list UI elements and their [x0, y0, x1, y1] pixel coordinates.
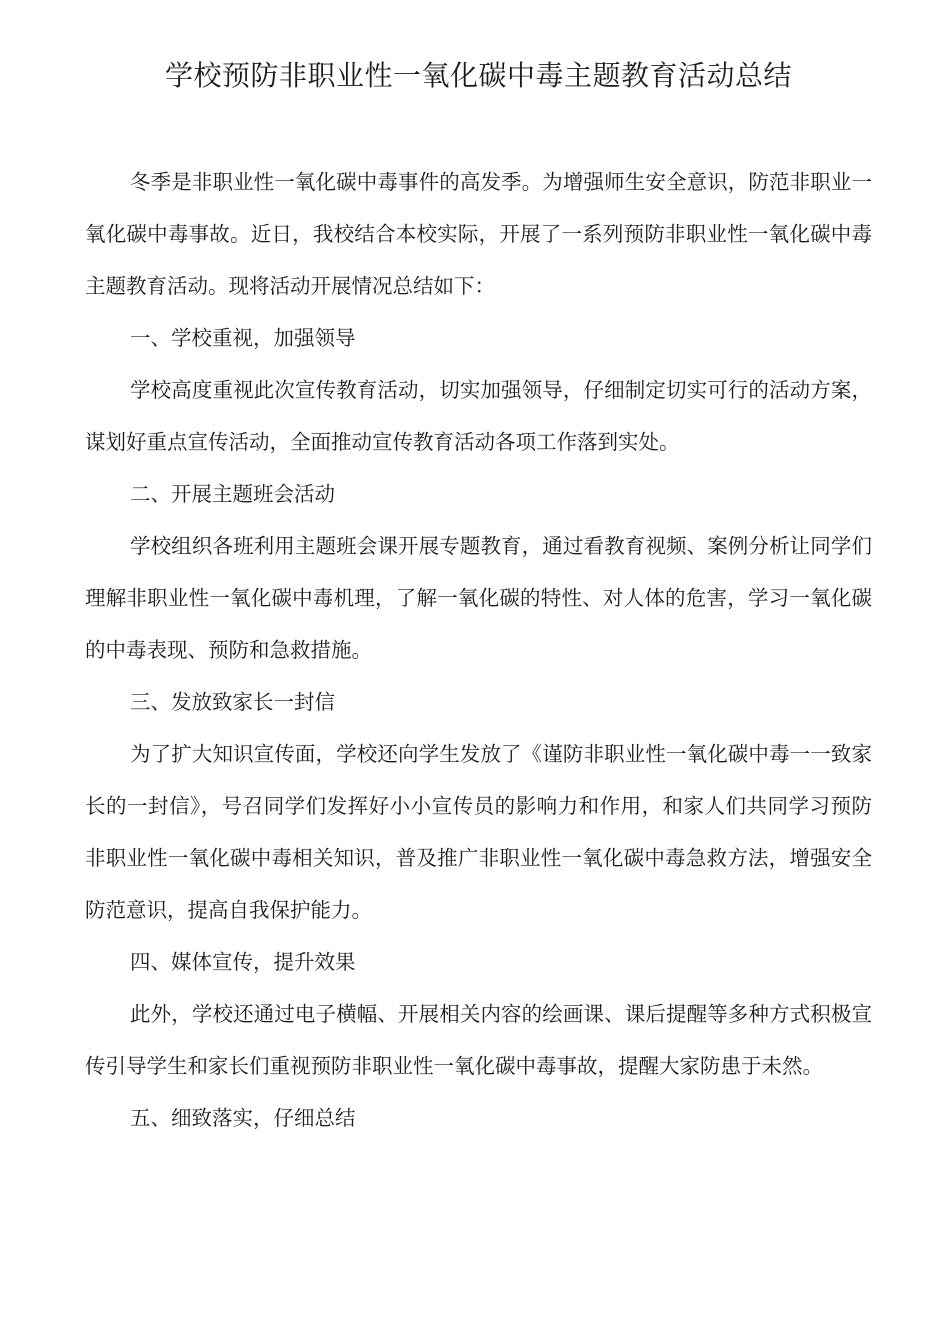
- section-3-body: 为了扩大知识宣传面，学校还向学生发放了《谨防非职业性一氧化碳中毒一一致家长的一封信》，号召同学们发挥好小小宣传员的影响力和作用，和家人们共同学习预防非职业性一氧化碳中毒相关知识，普及推广非职业性一氧化碳中毒急救方法，增强安全防范意识，提高自我保护能力。: [85, 742, 872, 922]
- section-4-heading: 四、媒体宣传，提升效果: [130, 950, 356, 974]
- document-title: 学校预防非职业性一氧化碳中毒主题教育活动总结: [164, 59, 792, 92]
- section-1-heading: 一、学校重视，加强领导: [130, 326, 356, 350]
- section-3-heading: 三、发放致家长一封信: [130, 690, 335, 714]
- section-4-body: 此外，学校还通过电子横幅、开展相关内容的绘画课、课后提醒等多种方式积极宣传引导学生和家长们重视预防非职业性一氧化碳中毒事故，提醒大家防患于未然。: [85, 1002, 872, 1078]
- section-1-body: 学校高度重视此次宣传教育活动，切实加强领导，仔细制定切实可行的活动方案，谋划好重点宣传活动，全面推动宣传教育活动各项工作落到实处。: [85, 378, 872, 454]
- section-5-heading: 五、细致落实，仔细总结: [130, 1106, 356, 1130]
- intro-paragraph: 冬季是非职业性一氧化碳中毒事件的高发季。为增强师生安全意识，防范非职业一氧化碳中毒事故。近日，我校结合本校实际，开展了一系列预防非职业性一氧化碳中毒主题教育活动。现将活动开展情况总结如下：: [85, 170, 872, 298]
- section-2-heading: 二、开展主题班会活动: [130, 482, 335, 506]
- section-2-body: 学校组织各班利用主题班会课开展专题教育，通过看教育视频、案例分析让同学们理解非职业性一氧化碳中毒机理，了解一氧化碳的特性、对人体的危害，学习一氧化碳的中毒表现、预防和急救措施。: [85, 534, 872, 662]
- document-body: [85, 156, 872, 1144]
